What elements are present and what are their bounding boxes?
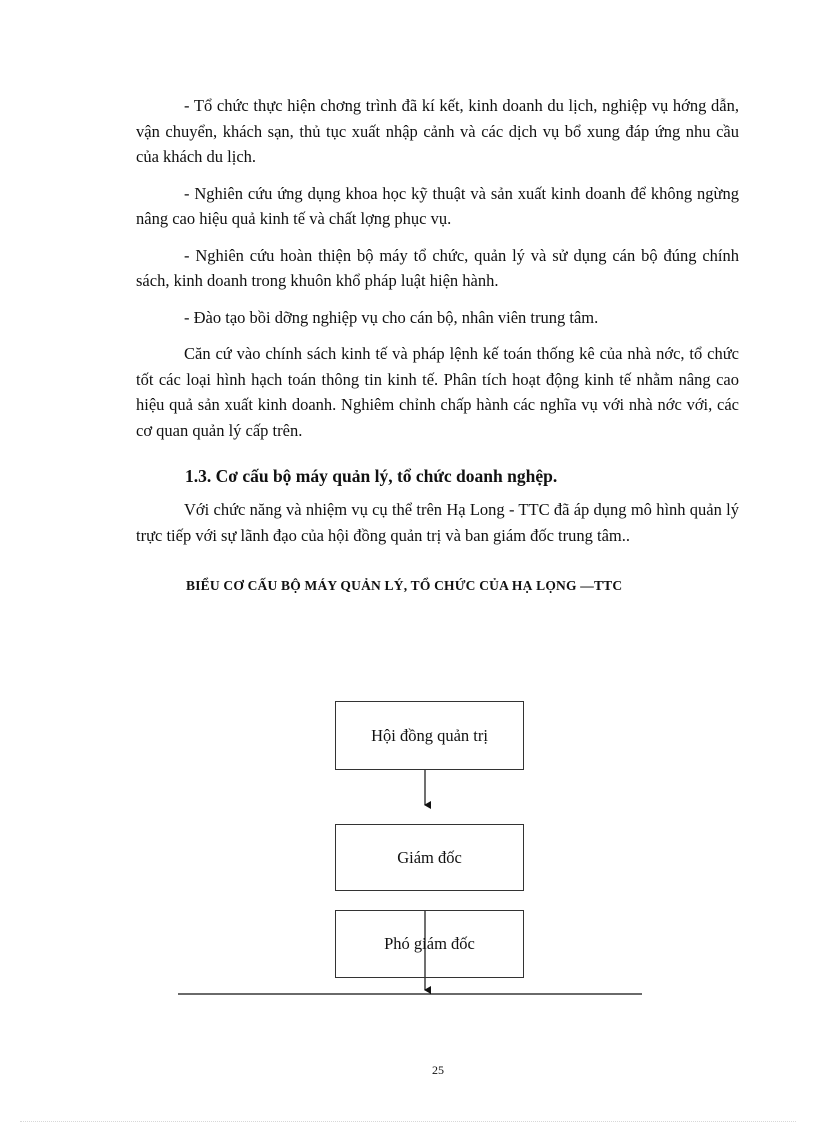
paragraph-duty-4: - Đào tạo bồi dỡng nghiệp vụ cho cán bộ, nhân viên trung tâm. <box>184 307 599 327</box>
footer-divider <box>20 1121 796 1122</box>
org-box-deputy-director <box>335 910 524 978</box>
page-number: 25 <box>432 1063 444 1077</box>
org-box-board-label: Hội đồng quản trị <box>371 725 488 745</box>
section-heading: 1.3. Cơ cấu bộ máy quản lý, tổ chức doanh nghệp. <box>185 466 558 486</box>
org-chart-title: BIỂU CƠ CẤU BỘ MÁY QUẢN LÝ, TỔ CHỨC CỦA HẠ LỌNG —TTC <box>186 578 623 593</box>
paragraph-accounting: Căn cứ vào chính sách kinh tế và pháp lệnh kế toán thống kê của nhà nớc, tổ chức tốt các loại hình hạch toán thông tin kinh tế. Phân tích hoạt động kinh tế nhằm nâng cao hiệu quả sản xuất kinh doanh. Nghiêm chỉnh chấp hành các nghĩa vụ với nhà nớc với, các cơ quan quản lý cấp trên. <box>136 344 739 440</box>
org-box-board <box>335 701 524 770</box>
paragraph-duty-3: - Nghiên cứu hoàn thiện bộ máy tổ chức, quản lý và sử dụng cán bộ đúng chính sách, kinh doanh trong khuôn khổ pháp luật hiện hành. <box>136 245 739 290</box>
section-paragraph: Với chức năng và nhiệm vụ cụ thể trên Hạ Long - TTC đã áp dụng mô hình quản lý trực tiếp với sự lãnh đạo của hội đồng quản trị và ban giám đốc trung tâm.. <box>136 500 739 545</box>
org-box-director-label: Giám đốc <box>397 847 462 867</box>
org-box-director <box>335 824 524 891</box>
org-box-deputy-director-label: Phó giám đốc <box>384 934 475 953</box>
body-text <box>136 93 739 443</box>
paragraph-duty-2: - Nghiên cứu ứng dụng khoa học kỹ thuật và sản xuất kinh doanh để không ngừng nâng cao hiệu quả kinh tế và chất lợng phục vụ. <box>136 183 739 228</box>
paragraph-duty-1: - Tổ chức thực hiện chơng trình đã kí kết, kinh doanh du lịch, nghiệp vụ hớng dẫn, vận chuyển, khách sạn, thủ tục xuất nhập cảnh và các dịch vụ bổ xung đáp ứng nhu cầu của khách du lịch. <box>136 96 739 166</box>
